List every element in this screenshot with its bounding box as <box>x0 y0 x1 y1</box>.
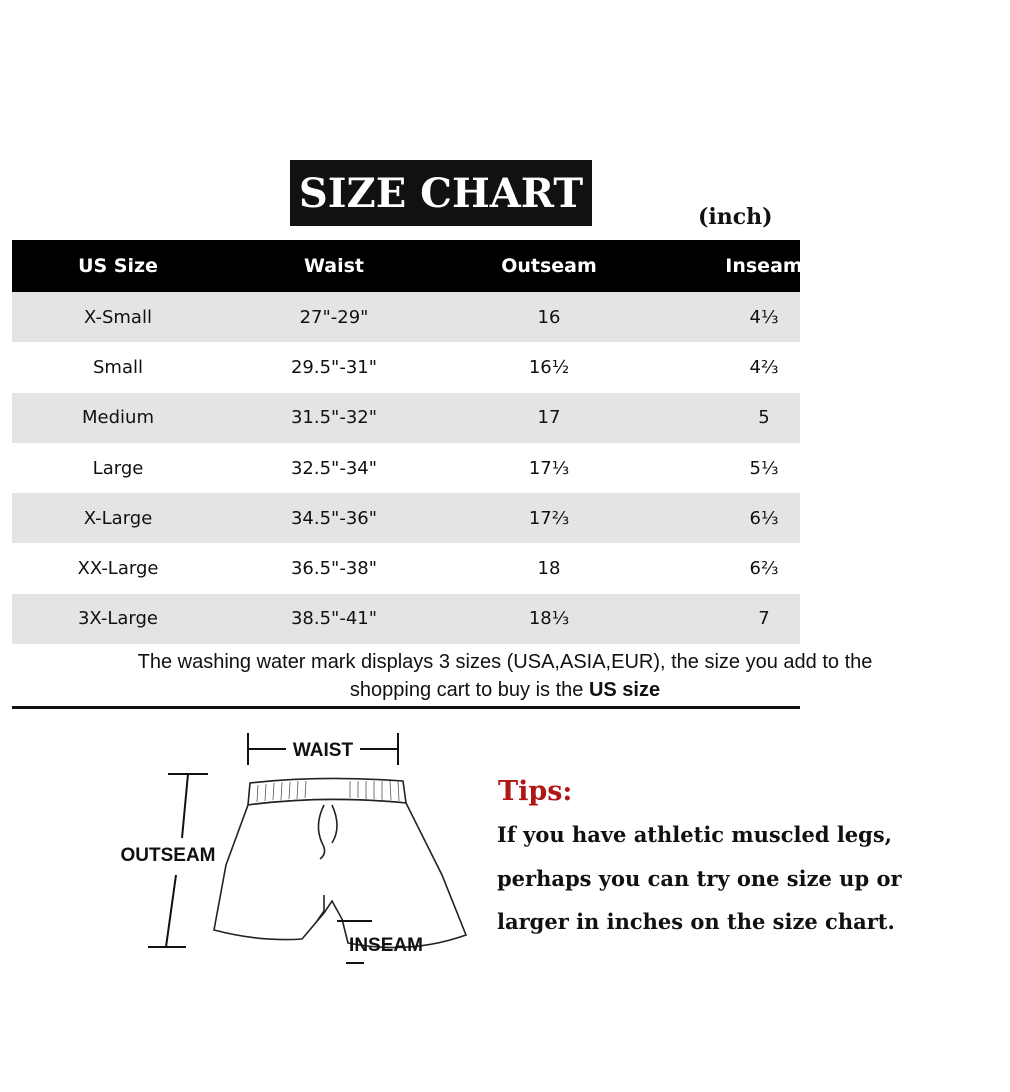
table-header <box>12 240 803 292</box>
note-us-size: US size <box>588 679 661 701</box>
size-chart-title: SIZE CHART <box>290 160 592 226</box>
outseam-cell: 17⅓ <box>528 457 570 479</box>
outseam-cell: 16½ <box>528 356 570 378</box>
header-inseam: Inseam <box>725 255 803 277</box>
table-row <box>12 393 800 443</box>
inseam-cell: 4⅓ <box>749 306 779 328</box>
inseam-label: INSEAM <box>349 935 423 956</box>
waist-cell: 31.5"-32" <box>290 407 378 429</box>
outseam-cell: 17⅔ <box>528 507 570 529</box>
outseam-label: OUTSEAM <box>120 845 216 866</box>
size-cell: Medium <box>82 407 154 429</box>
size-cell: 3X-Large <box>77 608 159 630</box>
waist-cell: 36.5"-38" <box>290 558 378 580</box>
outseam-cell: 18⅓ <box>528 608 570 630</box>
inseam-cell: 5 <box>758 407 770 429</box>
size-table-body <box>12 292 800 644</box>
table-row <box>12 342 800 392</box>
shorts-outline <box>214 778 466 947</box>
note-line-2-text: shopping cart to buy is the <box>349 679 589 701</box>
size-cell: Large <box>92 457 144 479</box>
unit-label: (inch) <box>698 204 773 230</box>
header-us-size: US Size <box>78 255 158 277</box>
tips-line: larger in inches on the size chart. <box>497 909 895 934</box>
inseam-cell: 7 <box>758 608 770 630</box>
table-row <box>12 594 800 644</box>
tips-title: Tips: <box>498 776 573 807</box>
waist-cell: 27"-29" <box>299 306 369 328</box>
table-row <box>12 292 800 342</box>
inseam-cell: 5⅓ <box>749 457 779 479</box>
table-row <box>12 493 800 543</box>
header-outseam: Outseam <box>501 255 597 277</box>
note-line-2 <box>0 676 1010 704</box>
waist-cell: 38.5"-41" <box>290 608 378 630</box>
waist-cell: 32.5"-34" <box>290 457 378 479</box>
table-row <box>12 543 800 593</box>
size-cell: X-Large <box>83 507 153 529</box>
washing-mark-note <box>0 648 1010 704</box>
outseam-cell: 18 <box>537 558 561 580</box>
waist-cell: 29.5"-31" <box>290 356 378 378</box>
size-cell: X-Small <box>84 306 152 328</box>
outseam-cell: 16 <box>537 306 561 328</box>
outseam-cell: 17 <box>537 407 561 429</box>
waist-label: WAIST <box>292 740 354 761</box>
size-cell: XX-Large <box>77 558 159 580</box>
note-line-1: The washing water mark displays 3 sizes (USA,ASIA,EUR), the size you add to the <box>137 651 873 673</box>
shorts-measurement-diagram <box>110 725 480 995</box>
size-cell: Small <box>93 356 143 378</box>
tips-line: perhaps you can try one size up or <box>497 866 902 891</box>
inseam-cell: 4⅔ <box>749 356 779 378</box>
tips-line: If you have athletic muscled legs, <box>497 822 892 847</box>
inseam-cell: 6⅔ <box>749 558 779 580</box>
waist-cell: 34.5"-36" <box>290 507 378 529</box>
header-waist: Waist <box>303 255 364 277</box>
table-row <box>12 443 800 493</box>
divider <box>12 706 800 709</box>
inseam-cell: 6⅓ <box>749 507 779 529</box>
